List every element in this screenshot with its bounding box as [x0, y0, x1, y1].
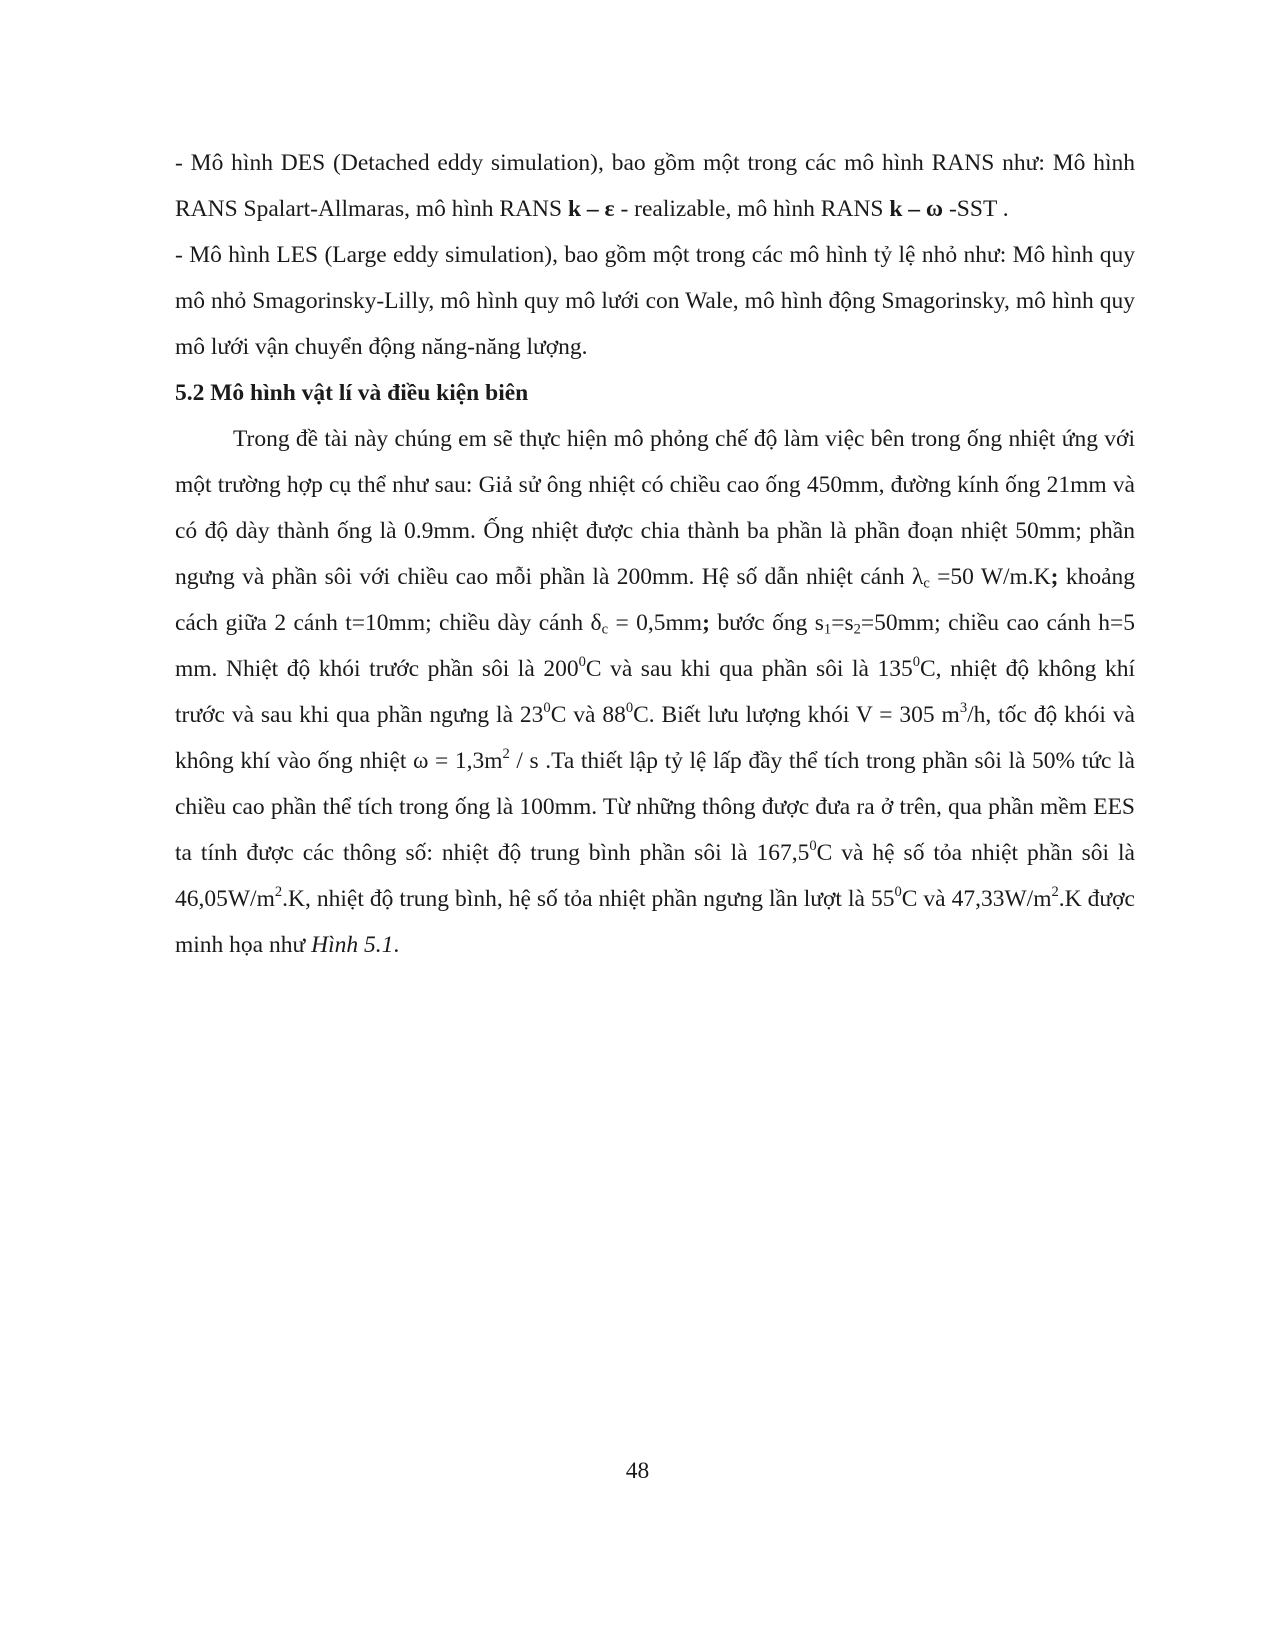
degree-superscript: 0 — [625, 699, 634, 716]
list-item-des — [175, 140, 1135, 232]
body-text: . — [393, 932, 400, 958]
degree-superscript: 0 — [578, 653, 586, 670]
body-text: /h, tốc độ khói và không khí vào ống nhiệt — [175, 702, 1135, 774]
page-number: 48 — [625, 1458, 650, 1484]
body-text: =50mm; chiều cao cánh h=5 mm. Nhiệt độ khói trước phần sôi là 200 — [175, 610, 1135, 682]
omega-expression: ω = 1,3m — [412, 748, 503, 774]
des-text-part-2: - realizable, mô hình RANS — [614, 196, 890, 222]
square-superscript: 2 — [274, 883, 283, 900]
delta-value: = 0,5mm — [608, 610, 703, 636]
lambda-symbol: λ — [911, 564, 924, 590]
body-text: C, nhiệt độ không khí trước và sau khi qua phần ngưng là 23 — [175, 656, 1135, 728]
delta-subscript: c — [601, 621, 609, 638]
body-text: =50 W/m.K — [929, 564, 1051, 590]
omega-exponent: 2 — [502, 745, 510, 762]
body-text: Trong đề tài này chúng em sẽ thực hiện mô phỏng chế độ làm việc bên trong ống nhiệt ứng với một trường hợp cụ thể như sau: Giả sử ông nhiệt có chiều cao ống 450mm, đường kính ống 21mm và có độ dày thành ống là 0.9mm. Ống nhiệt được chia thành ba phần là phần đoạn nhiệt 50mm; phần ngưng và phần sôi với chiều cao mỗi phần là 200mm. Hệ số dẫn nhiệt cánh — [175, 426, 1135, 590]
k-epsilon-symbol: k – ε — [567, 196, 615, 222]
section-heading: 5.2 Mô hình vật lí và điều kiện biên — [175, 380, 529, 406]
body-text: .K, nhiệt độ trung bình, hệ số tỏa nhiệt phần ngưng lần lượt là 55 — [282, 886, 895, 912]
document-page — [175, 140, 1135, 968]
degree-superscript: 0 — [912, 653, 920, 670]
body-text: =s — [831, 610, 854, 636]
list-item-les: - Mô hình LES (Large eddy simulation), bao gồm một trong các mô hình tỷ lệ nhỏ như: Mô hình quy mô nhỏ Smagorinsky-Lilly, mô hình quy mô lưới con Wale, mô hình động Smagorinsky, mô hình quy mô lưới vận chuyển động năng-năng lượng. — [175, 242, 1135, 360]
degree-superscript: 0 — [543, 699, 551, 716]
body-text: khoảng cách giữa 2 cánh t=10mm; chiều dày cánh — [175, 564, 1135, 636]
body-text: bước ống s — [709, 610, 824, 636]
degree-superscript: 0 — [809, 837, 817, 854]
body-text: .K được minh họa như — [175, 886, 1135, 958]
k-omega-symbol: k – ω — [889, 196, 944, 222]
body-paragraph — [175, 416, 1135, 968]
figure-reference: Hình 5.1 — [311, 932, 394, 958]
square-superscript: 2 — [1051, 883, 1059, 900]
body-text: C và hệ số tỏa nhiệt phần sôi là 46,05W/m — [175, 840, 1135, 912]
bold-semicolon: ; — [1050, 564, 1059, 590]
degree-superscript: 0 — [894, 883, 902, 900]
body-text: C và 47,33W/m — [901, 886, 1052, 912]
body-text: C và 88 — [550, 702, 626, 728]
des-text-part-3: -SST . — [943, 196, 1009, 222]
bold-semicolon: ; — [702, 610, 710, 636]
cube-superscript: 3 — [959, 699, 968, 716]
body-text: C và sau khi qua phần sôi là 135 — [585, 656, 913, 682]
delta-symbol: δ — [590, 610, 602, 636]
lambda-subscript: c — [923, 575, 930, 592]
body-text: C. Biết lưu lượng khói V = 305 m — [633, 702, 960, 728]
subscript: 2 — [853, 621, 861, 638]
des-text-part-1: - Mô hình DES (Detached eddy simulation), bao gồm một trong các mô hình RANS như: Mô hình RANS Spalart-Allmaras, mô hình RANS — [175, 150, 1135, 222]
subscript: 1 — [823, 621, 832, 638]
body-text: .Ta thiết lập tỷ lệ lấp đầy thể tích trong phần sôi là 50% tức là chiều cao phần thể tích trong ống là 100mm. Từ những thông được đưa ra ở trên, qua phần mềm EES ta tính được các thông số: nhiệt độ trung bình phần sôi là 167,5 — [175, 748, 1135, 866]
omega-unit: / s — [509, 748, 539, 774]
